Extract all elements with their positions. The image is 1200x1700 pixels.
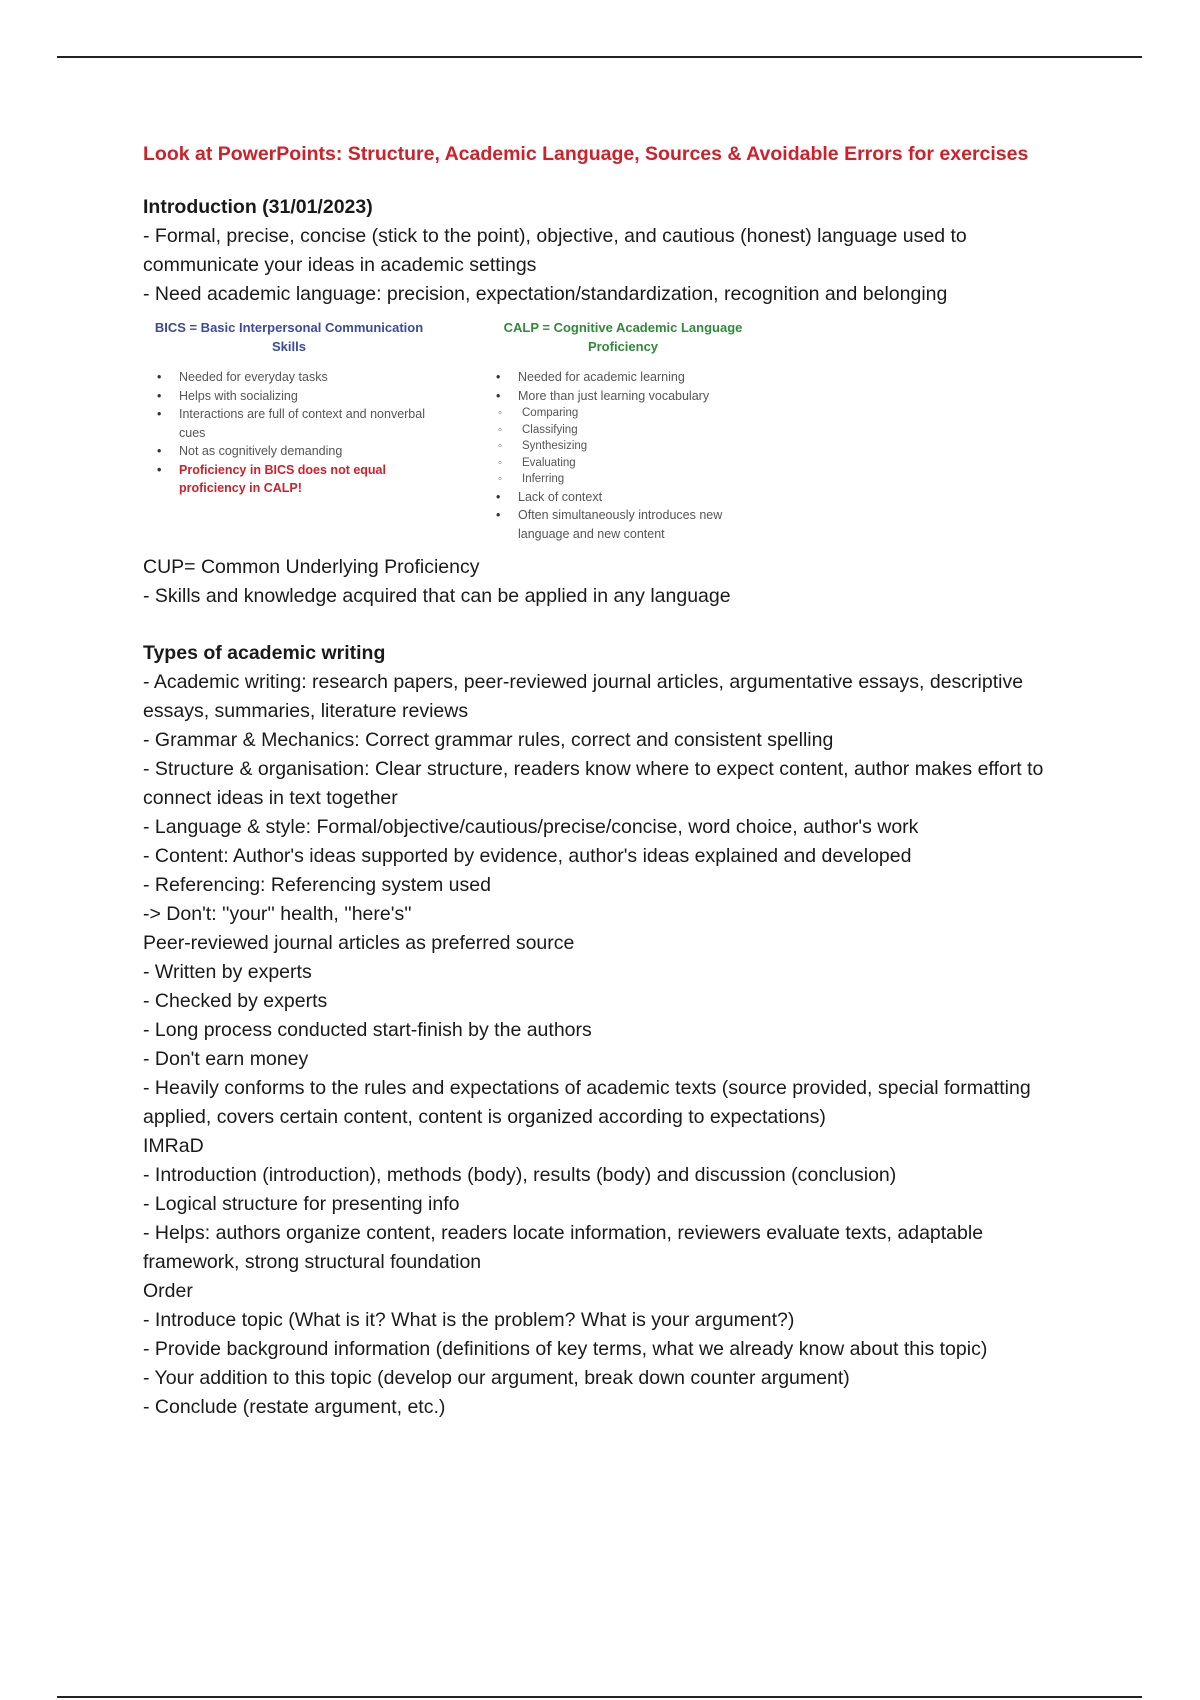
cup-label: CUP= Common Underlying Proficiency (143, 556, 480, 578)
types-line: - Referencing: Referencing system used (143, 874, 491, 896)
calp-title: CALP = Cognitive Academic Language Proficiency (503, 320, 743, 354)
intro-line: - Formal, precise, concise (stick to the point), objective, and cautious (honest) language used to communicate your ideas in academic settings (143, 225, 967, 276)
calp-column (488, 319, 758, 543)
bics-highlight: • Proficiency in BICS does not equal proficiency in CALP! (149, 461, 429, 498)
bottom-rule (57, 1696, 1142, 1698)
calp-item: • More than just learning vocabulary (488, 387, 758, 406)
types-line: - Written by experts (143, 961, 312, 983)
calp-subitem: ◦ Classifying (488, 422, 758, 439)
calp-subitem: ◦ Comparing (488, 405, 758, 422)
types-line: - Introduce topic (What is it? What is the problem? What is your argument?) (143, 1309, 795, 1331)
calp-item: • Lack of context (488, 488, 758, 507)
types-line: - Your addition to this topic (develop our argument, break down counter argument) (143, 1367, 850, 1389)
types-line: -> Don't: ''your'' health, ''here's'' (143, 903, 412, 925)
intro-heading: Introduction (31/01/2023) (143, 196, 373, 218)
types-line: - Conclude (restate argument, etc.) (143, 1396, 446, 1418)
bics-item: • Not as cognitively demanding (149, 442, 429, 461)
types-line: - Heavily conforms to the rules and expectations of academic texts (source provided, special formatting applied, covers certain content, content is organized according to expectations) (143, 1077, 1031, 1128)
bics-item: • Helps with socializing (149, 387, 429, 406)
calp-subitem: ◦ Inferring (488, 471, 758, 488)
bics-column (149, 319, 429, 498)
cup-line: - Skills and knowledge acquired that can be applied in any language (143, 585, 731, 607)
types-line: Order (143, 1280, 193, 1302)
intro-line: - Need academic language: precision, expectation/standardization, recognition and belonging (143, 283, 948, 305)
types-line: - Helps: authors organize content, readers locate information, reviewers evaluate texts, adaptable framework, strong structural foundation (143, 1222, 984, 1273)
types-line: - Don't earn money (143, 1048, 309, 1070)
calp-list (488, 368, 758, 405)
calp-list-continued (488, 488, 758, 544)
top-rule (57, 56, 1142, 58)
bics-title: BICS = Basic Interpersonal Communication Skills (154, 320, 424, 354)
calp-item: • Often simultaneously introduces new language and new content (488, 506, 758, 543)
types-line: - Logical structure for presenting info (143, 1193, 460, 1215)
calp-subitem: ◦ Evaluating (488, 455, 758, 472)
types-line: - Language & style: Formal/objective/cautious/precise/concise, word choice, author's work (143, 816, 919, 838)
page-title: Look at PowerPoints: Structure, Academic Language, Sources & Avoidable Errors for exercises (143, 143, 1029, 165)
bics-list (149, 368, 429, 498)
types-line: - Content: Author's ideas supported by evidence, author's ideas explained and developed (143, 845, 912, 867)
bics-item: • Needed for everyday tasks (149, 368, 429, 387)
types-line: - Checked by experts (143, 990, 328, 1012)
types-line: - Grammar & Mechanics: Correct grammar rules, correct and consistent spelling (143, 729, 834, 751)
types-line: Peer-reviewed journal articles as preferred source (143, 932, 575, 954)
calp-sublist (488, 405, 758, 488)
bics-calp-slide-image (143, 319, 763, 551)
types-line: - Introduction (introduction), methods (body), results (body) and discussion (conclusion) (143, 1164, 897, 1186)
bics-item: • Interactions are full of context and nonverbal cues (149, 405, 429, 442)
types-line: - Long process conducted start-finish by the authors (143, 1019, 592, 1041)
types-line: - Provide background information (definitions of key terms, what we already know about this topic) (143, 1338, 988, 1360)
types-line: IMRaD (143, 1135, 204, 1157)
types-line: - Academic writing: research papers, peer-reviewed journal articles, argumentative essays, descriptive essays, summaries, literature reviews (143, 671, 1024, 722)
calp-item: • Needed for academic learning (488, 368, 758, 387)
types-heading: Types of academic writing (143, 642, 386, 664)
types-line: - Structure & organisation: Clear structure, readers know where to expect content, author makes effort to connect ideas in text together (143, 758, 1044, 809)
calp-subitem: ◦ Synthesizing (488, 438, 758, 455)
document-body (143, 140, 1063, 1422)
